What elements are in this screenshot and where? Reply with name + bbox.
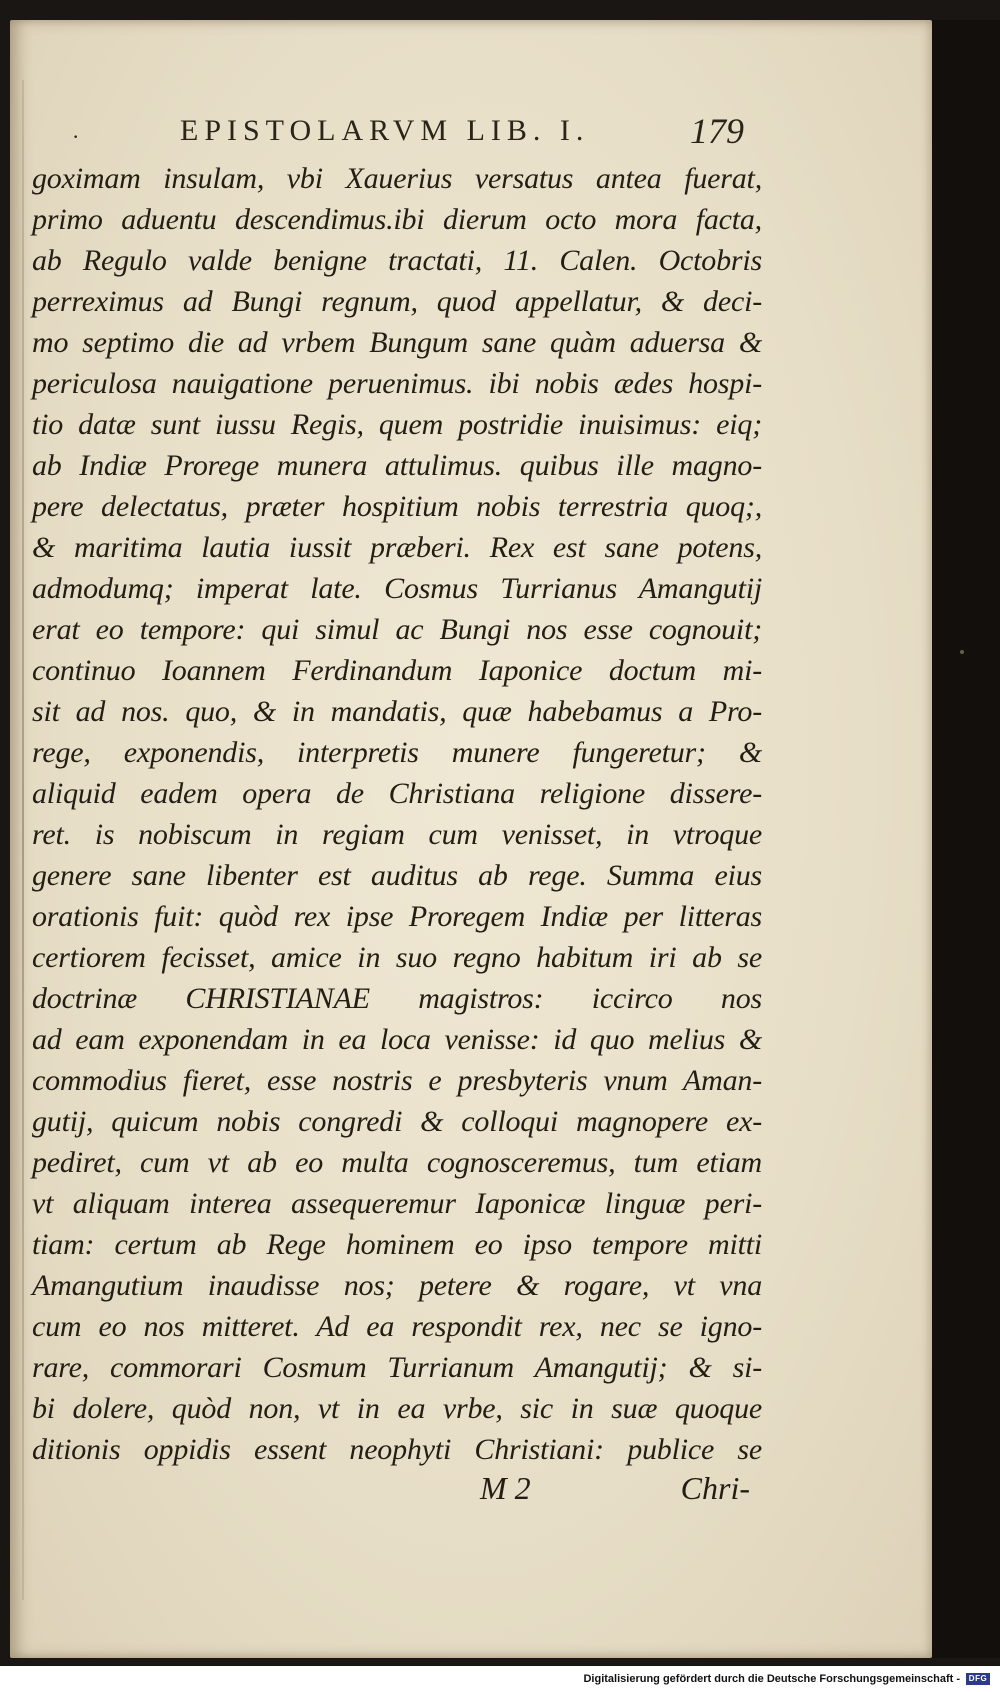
text-line: orationis fuit: quòd rex ipse Proregem Indiæ per litteras (32, 900, 762, 933)
text-line: tiam: certum ab Rege hominem eo ipso tempore mitti (32, 1228, 762, 1261)
text-line: pere delectatus, præter hospitium nobis terrestria quoq;, (32, 490, 762, 523)
scan-speck (960, 650, 964, 654)
text-line: cum eo nos mitteret. Ad ea respondit rex, nec se igno- (32, 1310, 762, 1343)
dfg-logo-icon: DFG (966, 1673, 990, 1685)
book-page (10, 20, 932, 1658)
running-title: EPISTOLARVM LIB. I. (180, 114, 590, 147)
text-line: bi dolere, quòd non, vt in ea vrbe, sic in suæ quoque (32, 1392, 762, 1425)
header-ornament: · (72, 124, 80, 149)
text-line: goximam insulam, vbi Xauerius versatus antea fuerat, (32, 162, 762, 195)
text-line: ab Indiæ Prorege munera attulimus. quibus ille magno- (32, 449, 762, 482)
text-line: ad eam exponendam in ea loca venisse: id quo melius & (32, 1023, 762, 1056)
text-line: tio datæ sunt iussu Regis, quem postridie inuisimus: eiq; (32, 408, 762, 441)
text-line: vt aliquam interea assequeremur Iaponicæ linguæ peri- (32, 1187, 762, 1220)
page-header (10, 112, 932, 152)
text-line: perreximus ad Bungi regnum, quod appellatur, & deci- (32, 285, 762, 318)
text-line: ab Regulo valde benigne tractati, 11. Calen. Octobris (32, 244, 762, 277)
text-line: aliquid eadem opera de Christiana religione dissere- (32, 777, 762, 810)
text-line: certiorem fecisset, amice in suo regno habitum iri ab se (32, 941, 762, 974)
page-number: 179 (690, 111, 744, 151)
text-line: & maritima lautia iussit præberi. Rex est sane potens, (32, 531, 762, 564)
text-line: commodius fieret, esse nostris e presbyteris vnum Aman- (32, 1064, 762, 1097)
text-line: doctrinæ CHRISTIANAE magistros: iccirco nos (32, 982, 762, 1015)
scan-background-edge (932, 20, 1000, 1658)
text-line: erat eo tempore: qui simul ac Bungi nos esse cognouit; (32, 613, 762, 646)
body-text (32, 158, 762, 1470)
text-line: sit ad nos. quo, & in mandatis, quæ habebamus a Pro- (32, 695, 762, 728)
text-line: rege, exponendis, interpretis munere fungeretur; & (32, 736, 762, 769)
text-line: primo aduentu descendimus.ibi dierum octo mora facta, (32, 203, 762, 236)
text-line: gutij, quicum nobis congredi & colloqui magnopere ex- (32, 1105, 762, 1138)
digitization-footer (0, 1666, 1000, 1692)
text-line: rare, commorari Cosmum Turrianum Amangutij; & si- (32, 1351, 762, 1384)
signature-mark: M 2 (480, 1470, 531, 1506)
gutter-shadow (22, 80, 24, 1600)
text-line: mo septimo die ad vrbem Bungum sane quàm aduersa & (32, 326, 762, 359)
text-line: Amangutium inaudisse nos; petere & rogare, vt vna (32, 1269, 762, 1302)
catchword-row (480, 1470, 750, 1514)
text-line: admodumq; imperat late. Cosmus Turrianus Amangutij (32, 572, 762, 605)
catchword: Chri- (680, 1470, 750, 1506)
text-line: ditionis oppidis essent neophyti Christiani: publice se (32, 1433, 762, 1466)
text-line: ret. is nobiscum in regiam cum venisset, in vtroque (32, 818, 762, 851)
text-line: pediret, cum vt ab eo multa cognosceremus, tum etiam (32, 1146, 762, 1179)
text-line: continuo Ioannem Ferdinandum Iaponice doctum mi- (32, 654, 762, 687)
text-line: periculosa nauigatione peruenimus. ibi nobis ædes hospi- (32, 367, 762, 400)
footer-credit: Digitalisierung gefördert durch die Deutsche Forschungsgemeinschaft - (583, 1673, 960, 1685)
text-line: genere sane libenter est auditus ab rege. Summa eius (32, 859, 762, 892)
